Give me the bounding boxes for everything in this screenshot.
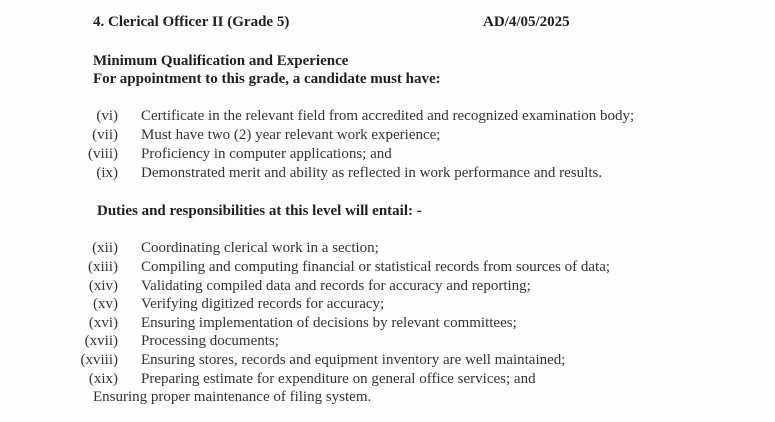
job-title: 4. Clerical Officer II (Grade 5)	[93, 14, 290, 30]
item-number: (xvi)	[88, 315, 118, 331]
item-text: Demonstrated merit and ability as reflected in work performance and results.	[141, 165, 603, 181]
item-text: Ensuring stores, records and equipment inventory are well maintained;	[141, 352, 566, 368]
qualifications-title: Minimum Qualification and Experience	[93, 53, 349, 69]
item-number: (xiv)	[88, 278, 118, 294]
item-text: Processing documents;	[141, 333, 279, 349]
item-text: Coordinating clerical work in a section;	[141, 240, 379, 256]
item-text: Preparing estimate for expenditure on general office services; and	[141, 371, 536, 387]
item-number: (xiii)	[88, 259, 118, 275]
trailing-duty: Ensuring proper maintenance of filing system.	[93, 389, 372, 405]
item-text: Must have two (2) year relevant work experience;	[141, 127, 441, 143]
item-text: Verifying digitized records for accuracy;	[141, 296, 385, 312]
item-text: Proficiency in computer applications; and	[141, 146, 392, 162]
item-number: (xii)	[92, 240, 118, 256]
qualifications-intro: For appointment to this grade, a candidate must have:	[93, 71, 441, 87]
item-number: (xv)	[93, 296, 118, 312]
item-text: Validating compiled data and records for accuracy and reporting;	[141, 278, 531, 294]
item-text: Certificate in the relevant field from accredited and recognized examination body;	[141, 108, 635, 124]
item-number: (vi)	[96, 108, 118, 124]
item-number: (xvii)	[84, 333, 118, 349]
item-text: Compiling and computing financial or statistical records from sources of data;	[141, 259, 611, 275]
reference-code: AD/4/05/2025	[483, 14, 570, 30]
item-number: (viii)	[88, 146, 118, 162]
item-number: (xix)	[88, 371, 118, 387]
item-number: (vii)	[92, 127, 118, 143]
item-text: Ensuring implementation of decisions by relevant committees;	[141, 315, 517, 331]
item-number: (ix)	[96, 165, 118, 181]
item-number: (xviii)	[80, 352, 118, 368]
duties-title: Duties and responsibilities at this level will entail: -	[97, 203, 422, 219]
